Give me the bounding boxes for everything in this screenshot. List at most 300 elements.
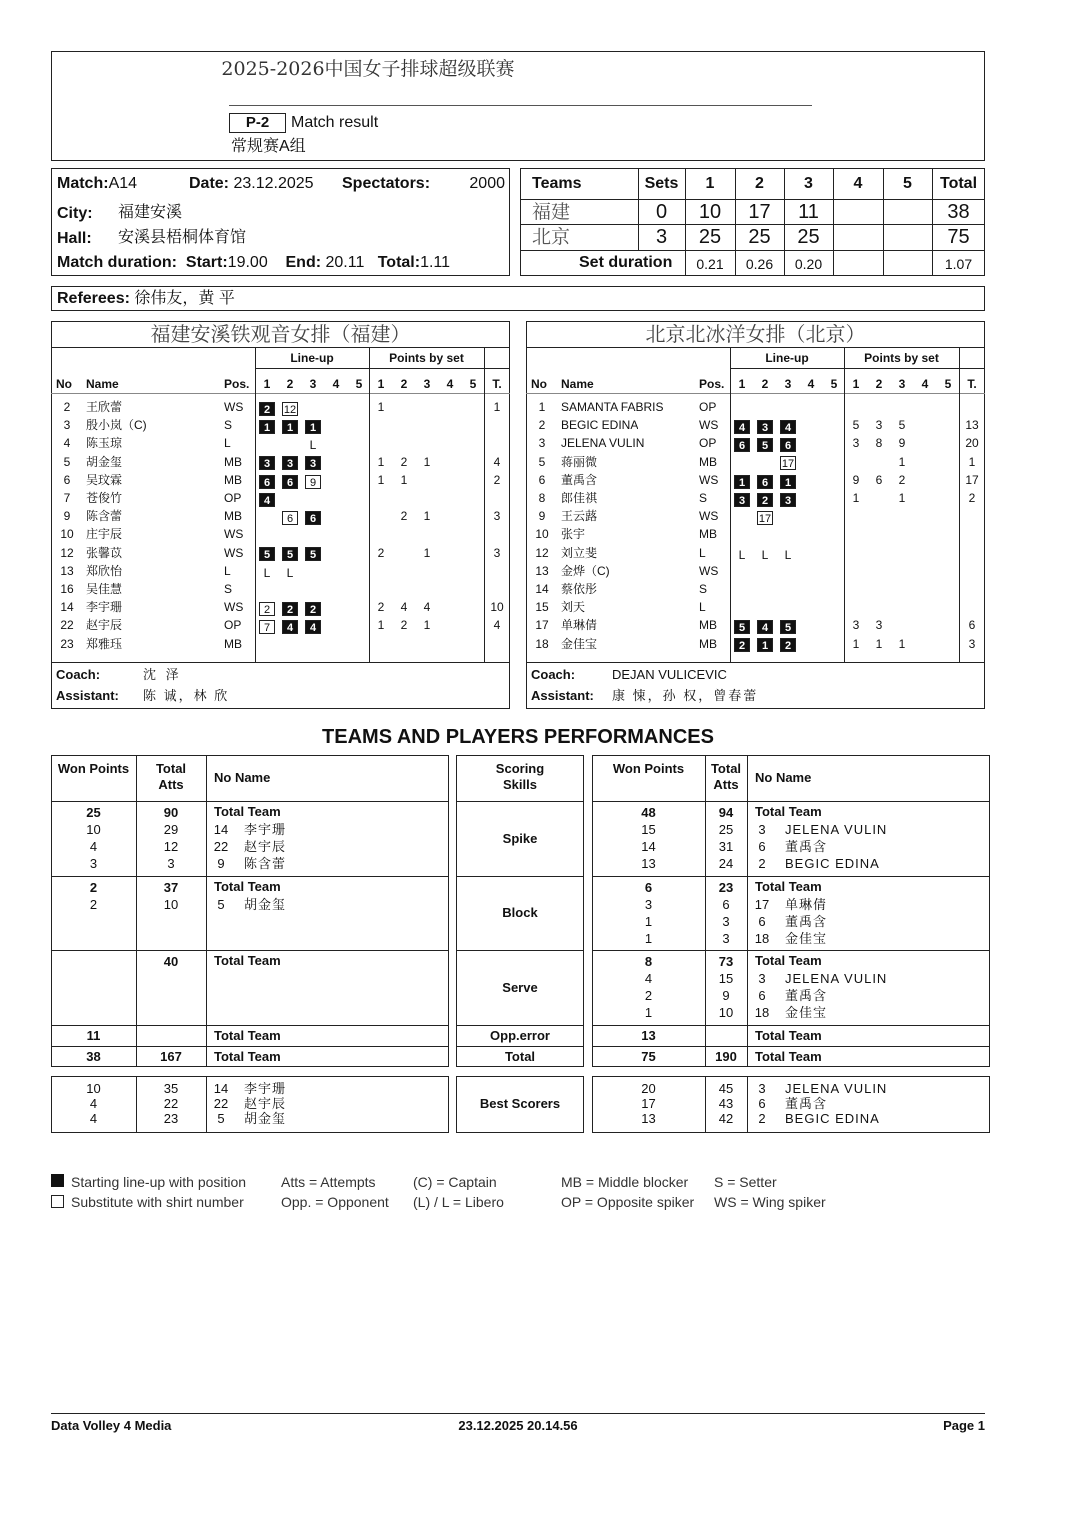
perf-line (592, 950, 990, 951)
away-starting-position-badge: 6 (757, 475, 773, 489)
perf-head-atts-away: Total Atts (710, 761, 742, 792)
home-total-points: 3 (493, 545, 501, 560)
away-player-name: 王云蕗 (561, 509, 598, 524)
home-total-points: 4 (493, 454, 501, 469)
perf-away-spike-player-name: 董禹含 (785, 839, 828, 854)
home-lineup-slot (301, 600, 325, 616)
perf-home-spike-player-no: 22 (213, 839, 229, 854)
home-set-points: 1 (423, 545, 431, 560)
perf-away-block-total-label: Total Team (755, 879, 822, 894)
home-lineup-slot (301, 473, 325, 489)
away-player-pos: S (699, 582, 708, 596)
home-set-points: 1 (377, 454, 385, 469)
home-starting-position-badge: 5 (305, 547, 321, 561)
away-player-no: 17 (535, 618, 549, 633)
away-player-no: 14 (535, 582, 549, 596)
away-starting-position-badge: 4 (734, 420, 750, 434)
home-substitute-badge: 7 (259, 620, 275, 634)
home-head-lineup-set-3: 3 (309, 377, 317, 391)
away-lineup-slot (730, 491, 754, 507)
perf-away-serve-player-name: 金佳宝 (785, 1005, 828, 1020)
perf-away-block-player-name: 金佳宝 (785, 931, 828, 946)
away-lineup-slot (730, 618, 754, 634)
away-lineup-slot (730, 637, 754, 653)
away-substitute-badge: 17 (758, 512, 772, 525)
away-player-name: 蔡依彤 (561, 582, 598, 596)
away-head-pts-set-3: 3 (898, 377, 906, 391)
perf-line (456, 876, 584, 877)
away-head-pts-set-1: 1 (852, 377, 860, 391)
home-player-no: 2 (63, 400, 71, 414)
away-total-points: 2 (968, 491, 976, 505)
away-starting-position-badge: 3 (757, 420, 773, 434)
home-starting-position-badge: 4 (259, 493, 275, 507)
perf-away-opp-won: 13 (641, 1028, 656, 1043)
away-set-points: 8 (875, 436, 883, 451)
perf-home-opp-label: Total Team (214, 1028, 281, 1043)
perf-away-serve-player-atts: 9 (722, 988, 730, 1003)
best-home-name: 赵宇辰 (244, 1096, 287, 1111)
home-player-no: 12 (60, 545, 74, 560)
away-starting-position-badge: 6 (780, 438, 796, 452)
away-player-name: 单琳倩 (561, 618, 598, 633)
score-away-set2: 25 (748, 226, 771, 248)
home-player-pos: MB (224, 454, 242, 469)
best-col-line (747, 1076, 748, 1133)
best-home-won: 4 (89, 1096, 98, 1111)
home-lineup-slot (278, 418, 302, 434)
legend-starting: Starting line-up with position (71, 1174, 247, 1190)
home-player-no: 4 (63, 436, 71, 451)
legend-substitute: Substitute with shirt number (71, 1194, 244, 1210)
home-lineup-slot (255, 455, 279, 471)
referees-line (57, 290, 235, 308)
legend-s: S = Setter (714, 1174, 777, 1190)
away-player-pos: WS (699, 472, 719, 487)
home-head-lineup: Line-up (290, 351, 334, 365)
best-home-won: 10 (86, 1081, 101, 1096)
score-away-total: 75 (947, 226, 970, 248)
home-starting-position-badge: 2 (305, 602, 321, 616)
away-lineup-slot (730, 546, 754, 562)
perf-away-spike-player-no: 2 (758, 856, 766, 871)
perf-home-spike-player-atts: 29 (163, 822, 179, 837)
perf-away-serve-player-atts: 15 (718, 971, 734, 986)
score-team-home: 福建 (532, 201, 571, 223)
perf-away-serve-player-name: JELENA VULIN (785, 971, 888, 986)
home-player-no: 22 (60, 618, 74, 633)
home-player-no: 23 (60, 636, 74, 651)
away-set-points: 3 (852, 436, 860, 451)
perf-away-opp-label: Total Team (755, 1028, 822, 1043)
perf-away-block-player-no: 6 (758, 914, 766, 929)
best-home-no: 5 (217, 1111, 225, 1126)
away-set-points: 5 (852, 418, 860, 433)
away-player-name: 蒋丽微 (561, 454, 598, 469)
score-head-set1: 1 (705, 175, 715, 192)
home-assistant-names: 陈 诚，林 欣 (143, 688, 230, 703)
score-head-total: Total (939, 175, 978, 192)
perf-home-opp-won: 11 (86, 1028, 101, 1043)
score-away-set1: 25 (698, 226, 722, 248)
home-set-points: 1 (377, 400, 385, 414)
home-player-name: 郑雅珏 (86, 636, 123, 651)
legend-ws: WS = Wing spiker (714, 1194, 826, 1210)
perf-home-block-player-name: 胡金玺 (244, 897, 287, 912)
away-player-row (526, 599, 985, 617)
perf-away-serve-player-won: 2 (644, 988, 653, 1003)
home-player-name: 吴玟霖 (86, 472, 123, 487)
away-total-points: 13 (965, 418, 979, 433)
perf-away-block-player-atts: 6 (722, 897, 730, 912)
spectators-value: 2000 (469, 175, 505, 192)
home-lineup-slot (301, 436, 325, 452)
perf-away-spike-total-label: Total Team (755, 804, 822, 819)
away-player-no: 15 (535, 600, 549, 615)
home-set-points: 2 (400, 509, 408, 524)
header-rule (229, 105, 812, 106)
date-line (189, 175, 314, 193)
score-head-set5: 5 (903, 175, 912, 192)
home-coach-label: Coach: (56, 667, 101, 682)
away-lineup-slot (776, 491, 800, 507)
best-home-atts: 23 (163, 1111, 179, 1126)
perf-away-serve-player-won: 1 (644, 1005, 653, 1020)
home-player-name: 苍俊竹 (86, 491, 123, 505)
perf-home-block-player-atts: 10 (163, 897, 179, 912)
perf-head-noname-away: No Name (755, 770, 812, 785)
away-lineup-slot (776, 418, 800, 434)
perf-away-block-player-no: 18 (754, 931, 770, 946)
away-player-name: 张宇 (561, 527, 586, 542)
away-set-points: 1 (852, 636, 860, 651)
away-player-name: 郎佳祺 (561, 491, 598, 505)
home-libero-mark: L (286, 565, 294, 580)
away-player-no: 9 (538, 509, 546, 524)
away-head-lineup-set-2: 2 (761, 377, 769, 391)
set-duration-1: 0.21 (696, 256, 724, 272)
best-away-name: 董禹含 (785, 1096, 828, 1111)
report-code: P-2 (229, 113, 286, 133)
away-lineup-slot (753, 491, 777, 507)
perf-line (51, 1046, 449, 1047)
away-set-points: 1 (898, 454, 906, 469)
footer-center: 23.12.2025 20.14.56 (458, 1418, 578, 1433)
perf-home-spike-total-atts: 90 (163, 805, 179, 820)
home-starting-position-badge: 3 (282, 456, 298, 470)
referees-names: 徐伟友，黄 平 (134, 290, 235, 307)
perf-home-spike-player-no: 9 (217, 856, 225, 871)
legend-libero: (L) / L = Libero (413, 1194, 504, 1210)
home-set-points: 2 (400, 454, 408, 469)
home-player-pos: L (224, 563, 231, 578)
away-player-pos: WS (699, 509, 719, 524)
duration-line (57, 254, 450, 272)
away-player-pos: L (699, 545, 706, 560)
home-lineup-slot (255, 400, 279, 416)
away-set-points: 5 (898, 418, 906, 433)
home-libero-mark: L (263, 565, 271, 580)
home-lineup-slot (278, 600, 302, 616)
perf-home-spike-player-name: 赵宇辰 (244, 839, 287, 854)
perf-home-spike-player-no: 14 (213, 822, 229, 837)
perf-away-spike-total-won: 48 (641, 805, 656, 820)
perf-away-block-player-name: 单琳倩 (785, 897, 828, 912)
away-set-points: 9 (852, 472, 860, 487)
away-lineup-slot (753, 618, 777, 634)
score-sets-away: 3 (655, 226, 668, 248)
legend-atts: Atts = Attempts (281, 1174, 376, 1190)
score-head-set3: 3 (804, 175, 813, 192)
home-player-pos: S (224, 582, 233, 596)
legend-substitute-swatch (51, 1195, 64, 1208)
home-total-points: 1 (493, 400, 501, 414)
away-lineup-slot (730, 436, 754, 452)
home-player-pos: WS (224, 600, 244, 615)
home-player-no: 5 (63, 454, 71, 469)
away-total-points: 1 (968, 454, 976, 469)
home-lineup-slot (255, 618, 279, 634)
perf-line (51, 876, 449, 877)
home-set-points: 1 (423, 509, 431, 524)
perf-away-spike-player-no: 6 (758, 839, 766, 854)
home-lineup-slot (301, 455, 325, 471)
perf-home-spike-player-won: 4 (89, 839, 98, 854)
away-player-no: 2 (538, 418, 546, 433)
home-player-name: 陈含蕾 (86, 509, 123, 524)
perf-away-spike-player-name: JELENA VULIN (785, 822, 888, 837)
away-head-lineup: Line-up (765, 351, 809, 365)
away-player-no: 6 (538, 472, 546, 487)
away-rule-c (526, 393, 985, 394)
hall-value: 安溪县梧桐体育馆 (118, 229, 247, 246)
home-starting-position-badge: 6 (282, 475, 298, 489)
away-player-name: BEGIC EDINA (561, 418, 639, 433)
home-player-no: 13 (60, 563, 74, 578)
home-substitute-badge: 2 (259, 602, 275, 616)
away-set-points: 3 (852, 618, 860, 633)
home-player-pos: OP (224, 491, 242, 505)
home-rule-c (51, 393, 510, 394)
away-player-pos: MB (699, 454, 717, 469)
away-lineup-slot (776, 637, 800, 653)
away-player-name: 金烨（C) (561, 563, 610, 578)
away-head-pos: Pos. (699, 377, 725, 391)
footer-rule (51, 1413, 985, 1414)
perf-away-block-player-atts: 3 (722, 931, 730, 946)
duration-label: Match duration: (57, 254, 177, 271)
home-player-no: 7 (63, 491, 71, 505)
away-set-points: 1 (898, 636, 906, 651)
perf-away-spike-player-name: BEGIC EDINA (785, 856, 880, 871)
away-head-pts-set-4: 4 (921, 377, 929, 391)
home-head-pbs: Points by set (389, 351, 464, 365)
away-set-points: 3 (875, 418, 883, 433)
home-head-lineup-set-1: 1 (263, 377, 271, 391)
perf-away-block-player-no: 17 (754, 897, 770, 912)
perf-home-spike-total-label: Total Team (214, 804, 281, 819)
total-label: Total: (377, 254, 421, 271)
score-away-set3: 25 (797, 226, 820, 248)
home-rule-a (51, 347, 510, 348)
away-starting-position-badge: 6 (734, 438, 750, 452)
home-substitute-badge: 6 (282, 511, 298, 525)
home-set-points: 2 (400, 618, 408, 633)
away-set-points: 2 (898, 472, 906, 487)
away-starting-position-badge: 2 (780, 638, 796, 652)
best-home-atts: 35 (163, 1081, 179, 1096)
home-substitute-badge: 9 (305, 475, 321, 489)
city-value: 福建安溪 (118, 204, 183, 221)
home-player-name: 张馨苡 (86, 545, 123, 560)
away-player-no: 13 (535, 563, 549, 578)
away-starting-position-badge: 1 (780, 475, 796, 489)
perf-home-spike-player-won: 3 (89, 856, 98, 871)
home-lineup-slot (301, 618, 325, 634)
away-set-points: 1 (875, 636, 883, 651)
away-lineup-slot (776, 436, 800, 452)
home-player-pos: MB (224, 636, 242, 651)
legend-captain: (C) = Captain (413, 1174, 497, 1190)
away-libero-mark: L (738, 547, 746, 562)
home-libero-mark: L (309, 438, 317, 453)
home-player-pos: MB (224, 472, 242, 487)
away-player-pos: MB (699, 527, 717, 542)
best-away-no: 6 (758, 1096, 766, 1111)
match-line (57, 175, 137, 193)
home-player-no: 14 (60, 600, 74, 615)
home-player-name: 胡金玺 (86, 454, 123, 469)
home-team-name: 福建安溪铁观音女排（福建） (150, 322, 411, 346)
away-player-name: 董禹含 (561, 472, 598, 487)
away-player-no: 12 (535, 545, 549, 560)
perf-away-spike-player-atts: 24 (718, 856, 734, 871)
footer-right: Page 1 (943, 1418, 985, 1433)
best-away-won: 20 (641, 1081, 656, 1096)
perf-home-block-total-label: Total Team (214, 879, 281, 894)
perf-home-spike-total-won: 25 (86, 805, 101, 820)
away-starting-position-badge: 5 (780, 620, 796, 634)
perf-skill-block: Block (502, 905, 538, 920)
home-set-points: 1 (423, 454, 431, 469)
away-player-pos: MB (699, 636, 717, 651)
away-head-pts-set-2: 2 (875, 377, 883, 391)
perf-line (456, 950, 584, 951)
away-substitute-badge: 17 (781, 458, 795, 471)
perf-away-serve-player-no: 3 (758, 971, 766, 986)
home-starting-position-badge: 1 (305, 420, 321, 434)
page-title: 2025-2026中国女子排球超级联赛 (221, 58, 515, 80)
perf-line (456, 1046, 584, 1047)
home-starting-position-badge: 1 (259, 420, 275, 434)
perf-head-won-home: Won Points (57, 761, 130, 776)
perf-home-total-label: Total Team (214, 1049, 281, 1064)
home-set-points: 1 (377, 472, 385, 487)
away-starting-position-badge: 3 (780, 493, 796, 507)
home-lineup-slot (255, 564, 279, 580)
best-away-atts: 43 (718, 1096, 734, 1111)
away-player-name: 刘天 (561, 600, 586, 615)
best-home-no: 14 (213, 1081, 229, 1096)
best-away-atts: 45 (718, 1081, 734, 1096)
perf-home-spike-player-name: 李宇珊 (244, 822, 287, 837)
legend-opp: Opp. = Opponent (281, 1194, 389, 1210)
away-player-no: 3 (538, 436, 546, 451)
home-set-points: 2 (377, 600, 385, 615)
away-player-pos: WS (699, 563, 719, 578)
home-head-pos: Pos. (224, 377, 250, 391)
perf-head-noname-home: No Name (214, 770, 271, 785)
report-subtitle: Match result (291, 114, 379, 131)
score-home-total: 38 (947, 201, 970, 223)
away-lineup-slot (776, 546, 800, 562)
away-set-points: 1 (852, 491, 860, 505)
home-starting-position-badge: 3 (259, 456, 275, 470)
perf-home-block-total-atts: 37 (163, 880, 179, 895)
home-player-pos: OP (224, 618, 242, 633)
total-time: 1.11 (420, 254, 451, 271)
home-head-lineup-set-2: 2 (286, 377, 294, 391)
away-starting-position-badge: 4 (780, 420, 796, 434)
home-starting-position-badge: 1 (282, 420, 298, 434)
home-head-pts-set-5: 5 (469, 377, 477, 391)
perf-away-block-player-won: 3 (644, 897, 653, 912)
away-team-name: 北京北冰洋女排（北京） (645, 322, 866, 346)
perf-away-spike-player-won: 15 (641, 822, 656, 837)
perf-away-block-player-atts: 3 (722, 914, 730, 929)
away-libero-mark: L (761, 547, 769, 562)
perf-away-serve-player-no: 6 (758, 988, 766, 1003)
home-player-no: 16 (60, 582, 74, 596)
score-head-set2: 2 (755, 175, 764, 192)
away-head-pbs: Points by set (864, 351, 939, 365)
away-head-pts-set-5: 5 (944, 377, 952, 391)
away-set-points: 3 (875, 618, 883, 633)
away-total-points: 20 (965, 436, 979, 451)
set-duration-label: Set duration (579, 254, 673, 271)
perf-home-block-total-won: 2 (89, 880, 98, 895)
perf-away-spike-player-atts: 25 (718, 822, 734, 837)
away-rule-d (526, 662, 985, 663)
perf-away-block-player-won: 1 (644, 931, 653, 946)
home-substitute-badge: 12 (283, 403, 297, 416)
away-lineup-slot (753, 436, 777, 452)
match-date: 23.12.2025 (233, 175, 314, 192)
best-away-no: 3 (758, 1081, 766, 1096)
away-lineup-slot (753, 637, 777, 653)
perf-away-spike-player-won: 13 (641, 856, 656, 871)
spectators-label: Spectators: (342, 175, 431, 192)
home-head-lineup-set-5: 5 (355, 377, 363, 391)
perf-col-line (206, 755, 207, 1067)
home-rule-b (255, 368, 510, 369)
away-coach-label: Coach: (531, 667, 576, 682)
home-lineup-slot (278, 455, 302, 471)
hall-label: Hall: (57, 230, 92, 247)
best-home-no: 22 (213, 1096, 229, 1111)
best-away-no: 2 (758, 1111, 766, 1126)
home-total-points: 10 (490, 600, 504, 615)
set-duration-2: 0.26 (745, 256, 774, 272)
perf-line (51, 801, 449, 802)
away-rule-b (730, 368, 985, 369)
home-head-pts-set-3: 3 (423, 377, 431, 391)
score-head-teams: Teams (532, 175, 582, 192)
home-set-points: 1 (423, 618, 431, 633)
away-starting-position-badge: 5 (734, 620, 750, 634)
home-lineup-slot (278, 473, 302, 489)
home-starting-position-badge: 2 (259, 402, 275, 416)
